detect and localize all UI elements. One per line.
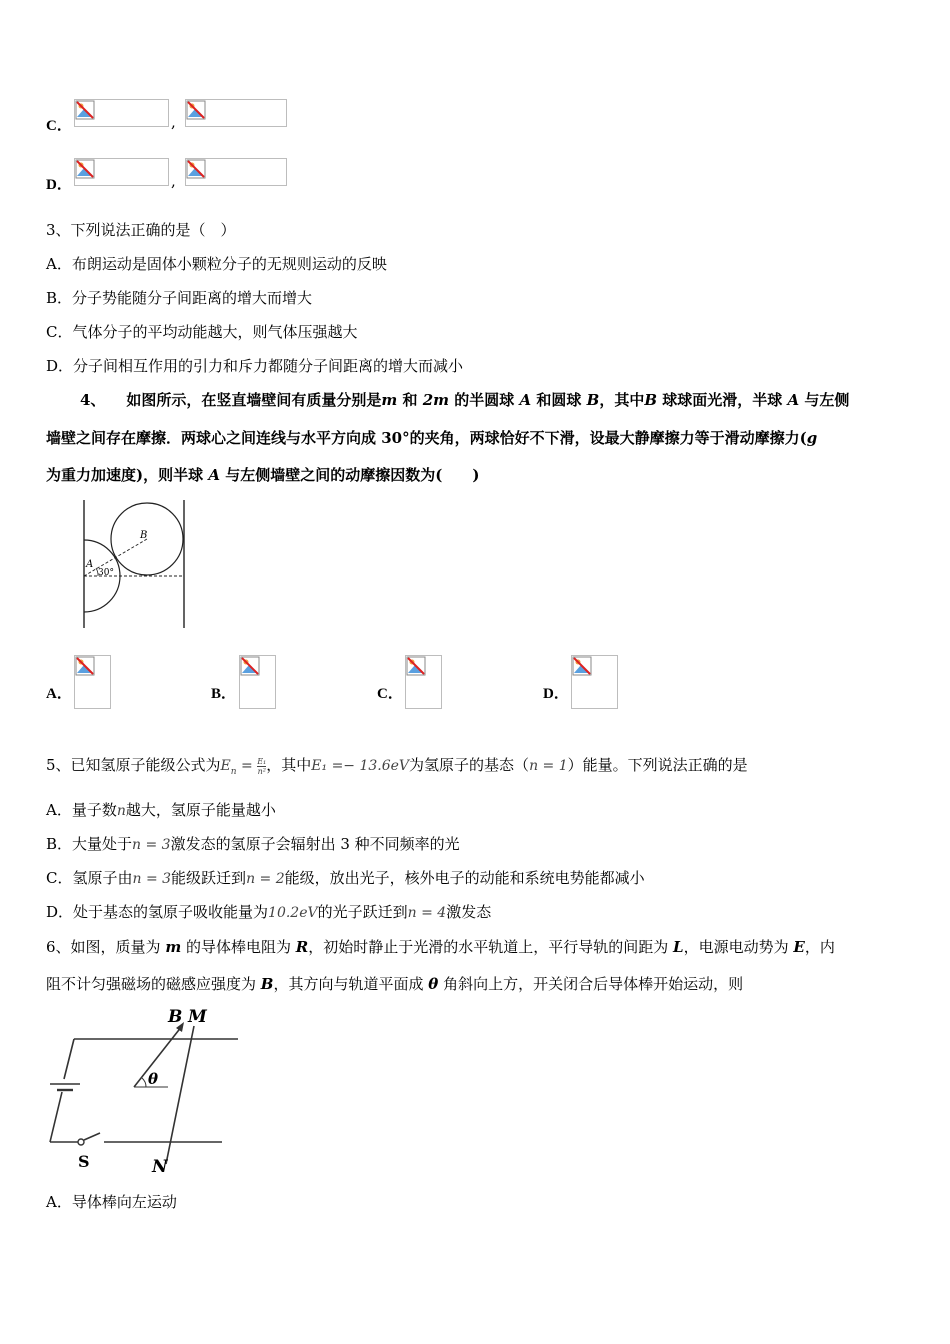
q5-option-a: A．量子数n越大，氢原子能量越小 — [46, 801, 276, 819]
q6-option-a: A．导体棒向左运动 — [46, 1193, 177, 1211]
q4-option-c-label: C． — [377, 686, 403, 702]
broken-image — [571, 655, 618, 709]
q3-stem: 3、下列说法正确的是（ ） — [46, 221, 236, 239]
q4-line3: 为重力加速度)，则半球 A 与左侧墙壁之间的动摩擦因数为( ) — [46, 466, 480, 484]
q5-option-c: C．氢原子由n = 3能级跃迁到n = 2能级，放出光子，核外电子的动能和系统电势能都减小 — [46, 869, 645, 887]
q6-line2: 阻不计匀强磁场的磁感应强度为 B，其方向与轨道平面成 θ 角斜向上方，开关闭合后导体棒开始运动，则 — [46, 975, 744, 993]
broken-image-icon — [186, 100, 206, 120]
q4-option-a-label: A． — [46, 686, 72, 702]
broken-image-icon — [75, 656, 95, 676]
q3-option-b: B．分子势能随分子间距离的增大而增大 — [46, 289, 313, 307]
q4-line2: 墙壁之间存在摩擦．两球心之间连线与水平方向成 30°的夹角，两球恰好不下滑，设最大静摩擦力等于滑动摩擦力(g — [46, 429, 818, 447]
broken-image-icon — [406, 656, 426, 676]
broken-image — [239, 655, 276, 709]
broken-image — [74, 158, 169, 186]
broken-image — [74, 99, 169, 127]
label-n: N — [152, 1157, 168, 1177]
q3-option-a: A．布朗运动是固体小颗粒分子的无规则运动的反映 — [46, 255, 387, 273]
label-b: B — [168, 1007, 183, 1027]
broken-image — [405, 655, 442, 709]
label-theta: θ — [148, 1070, 159, 1088]
q4-line1: 4、 如图所示，在竖直墙壁间有质量分别是m 和 2m 的半圆球 A 和圆球 B，其中B 球球面光滑，半球 A 与左侧 — [80, 391, 850, 409]
q3-option-d: D．分子间相互作用的引力和斥力都随分子间距离的增大而减小 — [46, 357, 464, 375]
option-c-label: C． — [46, 118, 72, 134]
q5-option-b: B．大量处于n = 3激发态的氢原子会辐射出 3 种不同频率的光 — [46, 835, 460, 853]
q3-option-c: C．气体分子的平均动能越大，则气体压强越大 — [46, 323, 358, 341]
label-m: M — [188, 1007, 207, 1027]
q5-stem: 5、已知氢原子能级公式为$E_n$ = $\frac{\text{E₁}}{\text{n²}}$ ，其中E₁ =− 13.6eV为氢原子的基态（n = 1）能量。下列说法正确的是 — [46, 756, 748, 777]
separator: , — [171, 113, 176, 131]
broken-image-icon — [240, 656, 260, 676]
broken-image — [185, 158, 287, 186]
broken-image-icon — [186, 159, 206, 179]
q6-line1: 6、如图，质量为 m 的导体棒电阻为 R，初始时静止于光滑的水平轨道上，平行导轨的间距为 L，电源电动势为 E，内 — [46, 938, 835, 956]
angle-label: 30° — [98, 568, 114, 578]
q4-diagram — [80, 498, 190, 633]
broken-image — [74, 655, 111, 709]
broken-image — [185, 99, 287, 127]
option-d-label: D． — [46, 177, 72, 193]
broken-image-icon — [75, 159, 95, 179]
label-b: B — [140, 530, 148, 541]
q4-option-b-label: B． — [211, 686, 237, 702]
q4-option-d-label: D． — [543, 686, 569, 702]
label-s: S — [78, 1152, 90, 1171]
label-a: A — [86, 559, 94, 570]
energy-formula: $E_n$ = $\frac{\text{E₁}}{\text{n²}}$ — [220, 756, 267, 777]
broken-image-icon — [75, 100, 95, 120]
broken-image-icon — [572, 656, 592, 676]
q6-circuit-diagram — [44, 1004, 244, 1179]
q5-option-d: D．处于基态的氢原子吸收能量为10.2eV的光子跃迁到n = 4激发态 — [46, 903, 492, 921]
separator: , — [171, 172, 176, 190]
